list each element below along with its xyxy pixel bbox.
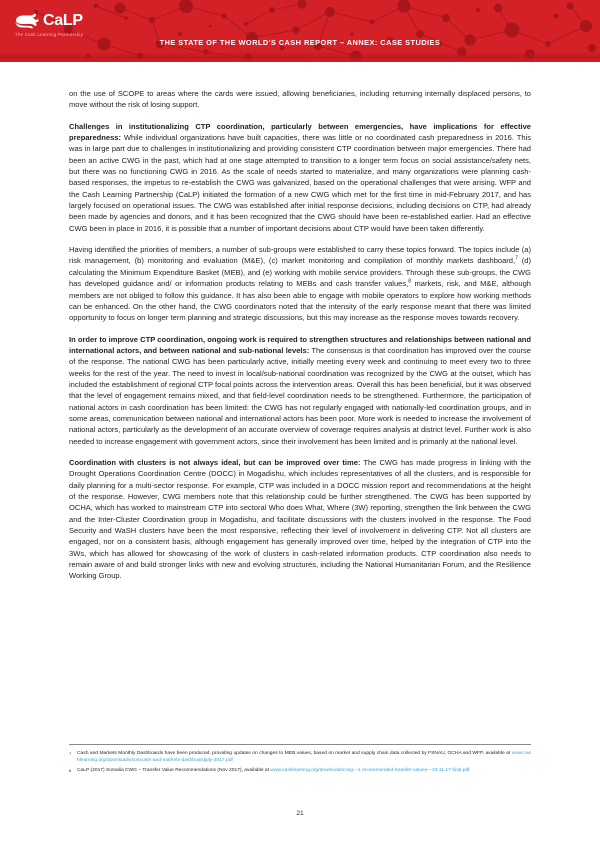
paragraph-text-part3: markets, risk, and M&E, although members are not obliged to follow this guidance. It has also been able to engage with mobile operators to explore how working methods can be enhanced. On the other hand, the CWG coordinators noted that the intensity of the early response meant that there was limited opportunity to focus on longer term planning and strategic discussions, but this may increase as the response moves towards recovery. [69, 279, 531, 323]
footnote-link[interactable]: www.cashlearning.org/downloads/cwg---1 recommended-transfer-values---24.11.17-final.pdf [270, 767, 470, 773]
calp-hand-icon [14, 12, 40, 29]
footnote-link[interactable]: www.cashlearning.org/downloads/somcash-and-markets-dashboardjuly-2017.pdf [77, 751, 531, 764]
footnote-body: Cash and Markets Monthly Dashboards have been produced, providing updates on changes to MEB values, based on market and supply chain data collected by FSNAU, OCHA and WFP, available at [77, 751, 512, 756]
paragraph-lead: In order to improve CTP coordination, ongoing work is required to strengthen structures and relationships between national and international actors, and between national and sub-national levels: [69, 334, 531, 355]
header-title: THE STATE OF THE WORLD'S CASH REPORT – ANNEX: CASE STUDIES [159, 38, 441, 47]
paragraph-text-part1: Having identified the priorities of members, a number of sub-groups were established to carry these topics forward. The topics include (a) risk management, (b) monitoring and evaluation (M&E), (c) market monitoring and compilation of monthly markets dashboard, [69, 245, 531, 266]
paragraph-text: While individual organizations have built capacities, there was little or no coordinated cash preparedness in 2016. This was in large part due to challenges in institutionalizing and providing consistent CTP coordination between major emergencies. There had been an active CWG in the past, which had at one stage attempted to transition to a longer term focus on social assistance/safety nets, but there was no functioning CWG in 2016. As the scale of needs started to materialize, and many organizations were planning cash-based responses, the impetus to re-establish the CWG was galvanized, based on the operational challenges that were arising. WFP and the Cash Learning Partnership (CaLP) initiated the formation of a new CWG which met for the first time in mid-February 2017, and has largely focused on operational issues. The CWG was established after initial response decisions, including decisions on CTP, had already been made by agencies and donors, and it has been recognized that the CWG should have been re-established earlier. Had an effective CWG been in place in 2016, it is possible that a number of important decisions about CTP would have been taken differently. [69, 133, 531, 233]
paragraph-subgroups [69, 244, 531, 323]
paragraph-challenges-institutionalizing [69, 121, 531, 234]
footnote-number: 7 [69, 751, 72, 756]
footnote-marker-8[interactable]: 8 [408, 278, 412, 285]
paragraph-lead: Coordination with clusters is not always ideal, but can be improved over time: [69, 457, 361, 467]
footnote-number: 8 [69, 767, 72, 773]
paragraph-cluster-coordination [69, 457, 531, 582]
footnote-item [69, 750, 531, 765]
page-header [0, 0, 600, 62]
page-content [69, 88, 531, 582]
page-number: 21 [296, 810, 304, 817]
footnote-text [77, 750, 531, 765]
calp-tagline: The Cash Learning Partnership [15, 31, 84, 37]
paragraph-text-part2: (d) calculating the Minimum Expenditure Basket (MEB), and (e) working with mobile service providers. Through these sub-groups, the CWG has developed guidance and/ or information products relating to MEBs and cash transfer values, [69, 256, 531, 289]
paragraph-text: on the use of SCOPE to areas where the cards were issued, allowing beneficiaries, including returning internally displaced persons, to move without the risk of losing support. [69, 89, 531, 110]
paragraph-intro [69, 88, 531, 111]
paragraph-lead: Challenges in institutionalizing CTP coordination, particularly between emergencies, have implications for effective preparedness: [69, 121, 531, 143]
header-network-pattern [0, 0, 600, 62]
paragraph-text: The CWG has made progress in linking with the Drought Operations Coordination Centre (DOCC) in Mogadishu, which includes representatives of all the clusters, and is responsible for daily planning for a multi-sector response. For example, CTP was included in a DOCC mission report and recommendations at the height of the response. However, CWG members note that this relationship could be further strengthened. The CWG has been supported by OCHA, which has worked to mainstream CTP into sectoral Who does What, Where (3W) reporting, strengthen the link between the CWG and the Inter-Cluster Coordination group in Mogadishu, and facilitate discussions with the clusters involved in the response. The Food Security and WaSH clusters have been the most responsive, reflecting their level of involvement in delivering CTP. Not all clusters are engaged, nor on a consistent basis, although engagement has generally improved over time, helped by the integration of CTP into the 3Ws, which has allowed for showcasing of the work of clusters in cash-related information products. CTP coordination also needs to remain aware of and build stronger links with new and evolving structures, including the National Humanitarian Forum, and the Resilience Working Group. [69, 457, 531, 581]
paragraph-improve-coordination [69, 334, 531, 447]
calp-wordmark: CaLP [43, 11, 83, 29]
footnote-text [77, 767, 531, 774]
footnotes-section [69, 744, 531, 776]
paragraph-text: The consensus is that coordination has improved over the course of the response. The national CWG has been particularly active, initially meeting every week and continuing to meet every two to three weeks for the rest of the year. The need to invest in local/sub-national coordination was recognized by the CWG at the outset, which has included the establishment of regional CTP focal points across the intervention areas. Overall this has been beneficial, but it was observed that the level of engagement remains mixed, and that field-level coordination needs to be strengthened. Furthermore, the participation of national actors in cash coordination has been limited: the CWG has not regularly engaged with nationally-led coordination groups, and in some areas, communication between national and international actors has been poor. More work is needed to increase the involvement of national actors, particularly as the development of an accurate overview of coverage requires analysis at district level. Further work is also needed to increase engagement with government actors, since their involvement has been limited and is primarily at the national level. [69, 345, 532, 446]
footnote-item [69, 767, 531, 774]
footnote-marker-7[interactable]: 7 [515, 255, 518, 262]
footnote-body: CaLP (2017) Somalia CWG – Transfer Value Recommendations (Nov 2017), available at [77, 767, 271, 773]
calp-logo [14, 12, 83, 42]
footnote-separator [69, 744, 531, 745]
